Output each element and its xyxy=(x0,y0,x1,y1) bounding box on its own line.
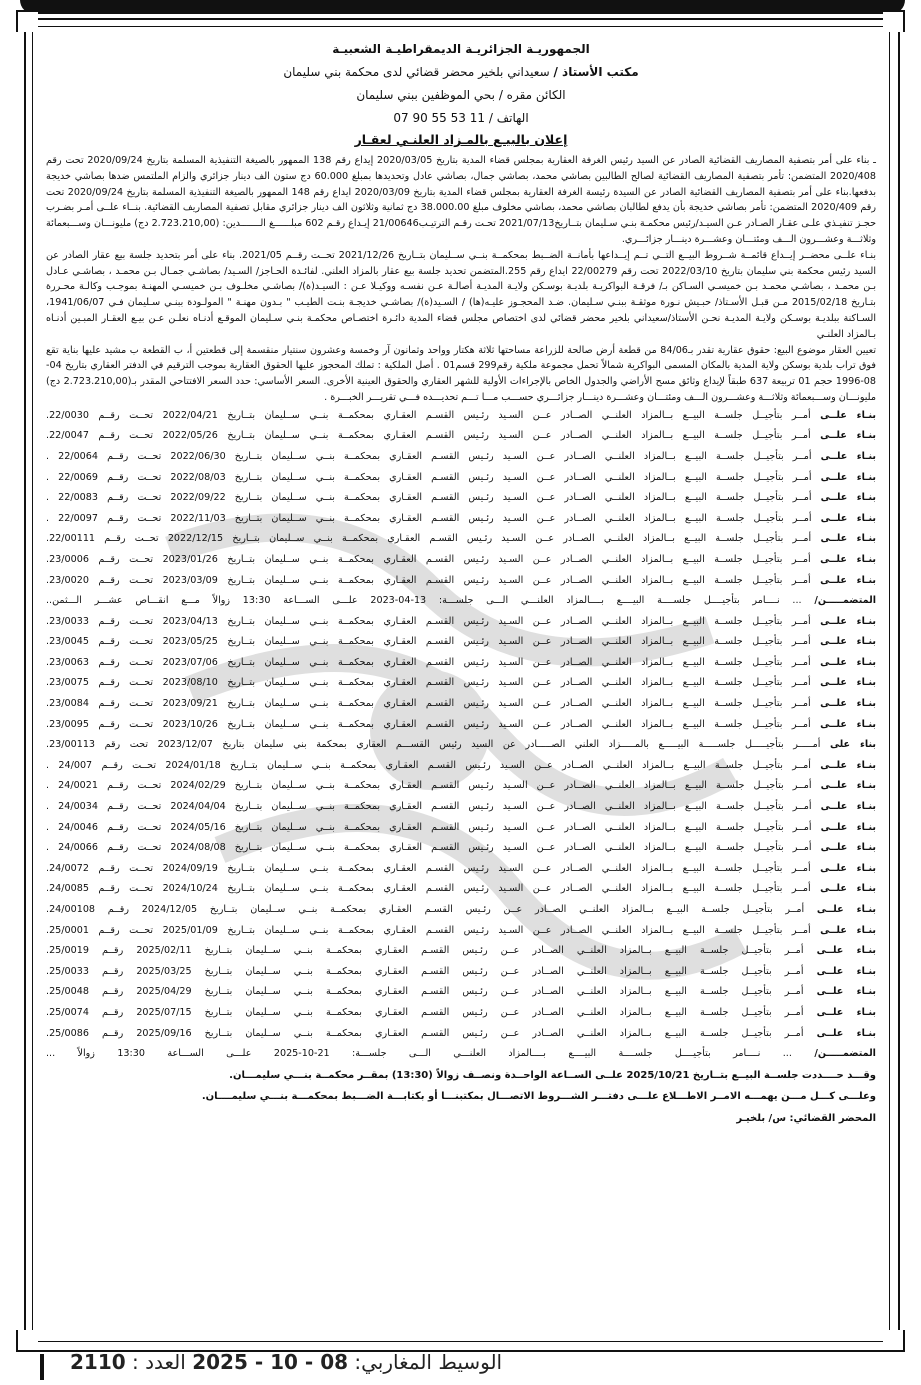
list-item-text: أمــر بتأجيــل جلســة البيــع بــالمزاد العلنــي الصــادر عــن السـيد رئـيس القسـم العقـاري بمحكمــة بنــي ســليمان بتــاريخ 2024/01/18 تحــت رقــم 24/007 . xyxy=(46,759,811,771)
list-item xyxy=(46,632,876,653)
list-item-lead: بنـاء علــى xyxy=(820,698,876,710)
list-item xyxy=(46,818,876,839)
list-item-text: أمــر بتأجيــل جلســة البيــع بــالمزاد العلنــي الصــادر عــن رئـيس القسـم العقـاري بمحكمــة بنــي ســليمان بتــاريخ 2025/02/11 رقــم 25/0019. xyxy=(46,945,804,957)
list-item-lead: بنـاء علــى xyxy=(820,636,876,648)
bailiff-signature: المحضر القضائي: س/ بلخيـر xyxy=(736,1112,876,1124)
list-item-lead: بنـاء علــى xyxy=(820,842,876,854)
list-item-lead: بنـاء علــى xyxy=(820,656,876,668)
list-item xyxy=(46,982,876,1003)
list-item-lead: بنـاء علــى xyxy=(820,471,876,483)
list-item-lead: بنـاء علــى xyxy=(820,862,876,874)
list-item-text: أمــر بتأجيــل جلســة البيــع بــالمزاد العلنــي الصــادر عــن السـيد رئـيس القسـم العقـاري بمحكمــة بنــي ســليمان بتــاريخ 2022/08/03 تحــت رقــم 22/0069 . xyxy=(46,471,812,483)
list-item-lead: بنـاء علــى xyxy=(816,1006,876,1018)
list-item-text: أمــر بتأجيــل جلســة البيــع بــالمزاد العلنــي الصــادر عــن رئـيس القسـم العقـاري بمحكمــة بنــي ســليمان بتــاريخ 2025/04/29 رقــم 25/0048. xyxy=(46,986,804,998)
list-item-lead: بنـاء علــى xyxy=(820,780,876,792)
list-item-lead: بنـاء علــى xyxy=(820,512,876,524)
list-item-text: ... نــــامر بتأجيــــل جلســــة البيــــع بــــالمزاد العلنـــي الـــى جلســـة: 13-04-2023 علـــى الســـاعة 13:30 زوالاً مـــع انقـــاص عشـــر الـــثمن.. xyxy=(46,595,802,607)
list-item xyxy=(46,735,876,756)
list-item-text: أمــر بتأجيــل جلســة البيــع بــالمزاد العلنــي الصــادر عــن السـيد رئـيس القسـم العقـاري بمحكمــة بنــي ســليمان بتــاريخ 2024/04/04 تحــت رقــم 24/0034 . xyxy=(46,801,812,813)
closing-contact: وعلـــى كـــل مـــن يهمـــه الامــر الاطـــلاع علـــى دفتـــر الشـــروط الاتصـــال بمكتبنـــا أو بكتابـــة الضـــبط بمحكمـــة بنـــي سليمــــان. xyxy=(201,1090,876,1102)
list-item xyxy=(46,941,876,962)
list-item-text: أمــر بتأجيــل جلســة البيــع بــالمزاد العلنــي الصــادر عــن رئـيس القسـم العقـاري بمحكمــة بنــي ســليمان بتــاريخ 2025/07/15 رقــم 25/0074. xyxy=(46,1006,804,1018)
list-item-lead: بنـاء علــى xyxy=(816,986,876,998)
list-item-text: أمــر بتأجيــل جلســة البيــع بــالمزاد العلنــي الصــادر عــن السـيد رئـيس القسـم العقـاري بمحكمــة بنــي ســليمان بتــاريخ 2023/08/10 تحــت رقــم 23/0075. xyxy=(46,677,811,689)
list-item-text: أمــر بتأجيــل جلســة البيــع بــالمزاد العلنــي الصــادر عــن السـيد رئـيس القسـم العقـاري بمحكمــة بنــي ســليمان بتــاريخ 2022/05/26 تحــت رقــم 22/0047. xyxy=(46,430,811,442)
list-item-lead: بنـاء علــى xyxy=(816,1027,876,1039)
list-item-lead: بنـاء علــى xyxy=(820,718,876,730)
list-item-lead: بناء على xyxy=(829,739,876,751)
list-item xyxy=(46,694,876,715)
country-name: الجمهوريـة الجزائريـة الديمقراطيـة الشعبيـة xyxy=(332,42,590,56)
list-item-lead: بنـاء علــى xyxy=(820,553,876,565)
closing-session-date: وقـــد حــــددت جلســة البيــع بتــاريخ 2025/10/21 علــى الســاعة الواحــدة ونصــف زوالاً (13:30) بمقــر محكمــة بنـــي سليمـــان. xyxy=(229,1069,876,1081)
list-item xyxy=(46,488,876,509)
office-address: الكائن مقره / بحي الموظفين ببني سليمان xyxy=(356,88,566,102)
list-item-text: أمــر بتأجيــل جلســة البيــع بــالمزاد العلنــي الصــادر عــن رئـيس القسـم العقـاري بمحكمــة بنــي ســليمان بتــاريخ 2025/09/16 رقــم 25/0086. xyxy=(46,1027,804,1039)
list-item-text: ... نــــامر بتأجيــــل جلســــة البيــــع بــــالمزاد العلنـــي الـــى جلســـة: 21-10-2025 علـــى الســـاعة 13:30 زوالاً ... xyxy=(46,1048,792,1060)
corner-ornament-top-right xyxy=(883,10,905,32)
list-item-text: أمــر بتأجيــل جلســة البيــع بــالمزاد العلنــي الصــادر عــن السـيد رئـيس القسـم العقـاري بمحكمــة بنــي ســليمان بتــاريخ 2024/05/16 تحــت رقــم 24/0046 . xyxy=(46,821,812,833)
list-item-text: أمــر بتأجيــل جلســة البيــع بــالمزاد العلنــي الصــادر عــن السـيد رئـيس القسـم العقـاري بمحكمــة بنــي ســليمان بتــاريخ 2023/01/26 تحــت رقــم 23/0006. xyxy=(46,553,811,565)
list-item xyxy=(46,591,876,612)
list-item-lead: بنـاء علــى xyxy=(820,759,876,771)
footer-date: 08 - 10 - 2025 xyxy=(192,1350,349,1374)
list-item xyxy=(46,1044,876,1065)
list-item xyxy=(46,838,876,859)
list-item xyxy=(46,653,876,674)
list-item-text: أمــر بتأجيــل جلســة البيــع بــالمزاد العلنــي الصــادر عــن السـيد رئـيس القسـم العقـاري بمحكمــة بنــي ســليمان بتــاريخ 2025/01/09 تحــت رقــم 25/0001. xyxy=(46,924,811,936)
list-item-text: أمــر بتأجيــل جلســة البيــع بــالمزاد العلنــي الصــادر عــن السـيد رئـيس القسـم العقـاري بمحكمــة بنــي ســليمان بتــاريخ 2024/10/24 تحــت رقــم 24/0085. xyxy=(46,883,811,895)
list-item xyxy=(46,571,876,592)
intro-paragraph-1: ـ بناء على أمر بتصفية المصاريف القضائية الصادر عن السيد رئيس الغرفة العقارية بمجلس قضاء المدية بتاريخ 2020/03/05 إيداع رقم 138 الممهور بالصيغة التنفيذية المسلمة بتاريخ 2020/09/24 تحت رقم 2020/408 المتضمن: تأمر بتصفية المصاريف القضائية لصالح الطالبين بصاشي محمد، بصاشي جمال، بصاشي عادل وتحديدها بمبلغ 60.000 دج ستون الف دينار جزائري والزام الملتمس ضدها بصاشي خديجة بدفعها.بناء على أمر بتصفية المصاريف القضائية الصادر عن السيدة رئيسة الغرفة العقارية بمجلس قضاء المدية بتاريخ 2020/03/09 ايداع رقم 148 الممهور بالصيغة التنفيذية المسلمة بتاريخ 2020/09/24 تحت رقم 2020/409 المتضمن: تأمر بصاشي خديجة بأن يدفع لطالبان بصاشي محمد، بصاشي مخلوف مبلغ 38.000.00 دج ثمانية وثلاثون الف دينار جزائري مقابل تصفية المصاريف القضائية. بنــاء علــى أمـر بضـرب حجـز تنفيـذي علـى عقـار الصـادر عـن السيـد/رئيس محكمـة بنـي سـليمان بتــاريخ2021/07/13 تحـت رقـم الترتيـب21/00646 إيـداع رقـم 602 مبلــــــغ الـــــــدين: (2.723.210,00 دج) مليونـــان وســـبعمائة وثلاثـــة وعشـــرون الـــف ومئتـــان وعشـــرة دينـــار جزائـــري. xyxy=(46,155,876,245)
list-item xyxy=(46,468,876,489)
list-item-lead: بنـاء علــى xyxy=(816,945,876,957)
list-item-text: أمــر بتأجيــل جلســة البيــع بــالمزاد العلنــي الصــادر عــن السـيد رئـيس القسـم العقـاري بمحكمــة بنــي ســليمان بتــاريخ 2023/07/06 تحــت رقــم 23/0063. xyxy=(46,656,811,668)
footer-newspaper: الوسيط المغاربي: xyxy=(354,1350,503,1374)
list-item-lead: بنـاء علــى xyxy=(820,883,876,895)
list-item-text: أمــر بتأجيــل جلســة البيــع بــالمزاد العلنــي الصــادر عــن السـيد رئـيس القسـم العقـاري بمحكمــة بنــي ســليمان بتــاريخ 2023/03/09 تحــت رقــم 23/0020. xyxy=(46,574,811,586)
list-item xyxy=(46,715,876,736)
list-item-text: أمــر بتأجيــل جلســة البيــع بــالمزاد العلنــي الصــادر عــن السـيد رئـيس القسـم العقـاري بمحكمــة بنــي ســليمان بتــاريخ 2022/04/21 تحــت رقــم 22/0030. xyxy=(46,409,811,421)
list-item-lead: بنـاء علــى xyxy=(820,615,876,627)
list-item-text: أمــر بتأجيــل جلســة البيــع بــالمزاد العلنــي الصــادر عــن السـيد رئـيس القسـم العقـاري بمحكمــة بنــي ســليمان بتــاريخ 2022/09/22 تحــت رقــم 22/0083 . xyxy=(46,492,812,504)
list-item xyxy=(46,509,876,530)
list-item-text: أمــر بتأجيــل جلســة البيــع بــالمزاد العلنــي الصــادر عــن رئـيس القسـم العقـاري بمحكمــة بنــي ســليمان بتــاريخ 2024/12/05 رقــم 24/00108. xyxy=(46,904,805,915)
list-item-lead: بنـاء علــى xyxy=(820,533,876,545)
footer-issue-number: 2110 xyxy=(70,1350,126,1374)
postponement-list xyxy=(46,406,876,1065)
announcement-title: إعلان بالبيـع بالمـزاد العلنـي لعقـار xyxy=(354,132,568,147)
list-item xyxy=(46,921,876,942)
list-item-lead: بنـاء علــى xyxy=(820,801,876,813)
list-item-text: أمــر بتأجيــل جلســة البيــع بــالمزاد العلنــي الصــادر عــن السـيد رئـيس القسـم العقـاري بمحكمــة بنــي ســليمان بتــاريخ 2022/12/15 تحــت رقــم 22/00111. xyxy=(46,533,812,545)
list-item-lead: بنـاء علــى xyxy=(820,677,876,689)
office-line xyxy=(46,63,876,82)
list-item xyxy=(46,879,876,900)
list-item-text: أمــر بتأجيــل جلســة البيــع بــالمزاد العلنــي الصــادر عــن رئـيس القسـم العقـاري بمحكمــة بنــي ســليمان بتــاريخ 2025/03/25 رقــم 25/0033. xyxy=(46,965,804,977)
list-item-lead: المتضمـــــن/ xyxy=(814,1048,876,1060)
office-phone: الهاتف / 11 53 55 90 07 xyxy=(393,111,529,125)
list-item-text: أمــر بتأجيــل جلســة البيــع بــالمزاد العلنــي الصــادر عــن السـيد رئـيس القسـم العقـاري بمحكمــة بنــي ســليمان بتــاريخ 2024/02/29 تحــت رقــم 24/0021 . xyxy=(46,780,812,792)
top-border-bar xyxy=(20,0,905,14)
list-item xyxy=(46,900,876,921)
list-item-text: أمـــــر بتأجيـــــل جلســـــة البيـــــع بالمـــــزاد العلني الصـــــادر عن السيد رئيس القســـم العقاري بمحكمة بني سليمان بتاريخ 2023/12/07 تحت رقم 23/00113. xyxy=(46,739,821,751)
list-item-lead: بنـاء علــى xyxy=(816,904,876,915)
announcement-body xyxy=(46,40,876,1330)
list-item xyxy=(46,859,876,880)
list-item-lead: المتضمـــــن/ xyxy=(814,595,876,607)
list-item xyxy=(46,447,876,468)
page-footer xyxy=(0,1350,921,1385)
office-name: سعيداني بلخير محضر قضائي لدى محكمة بني سليمان xyxy=(283,65,550,79)
list-item-text: أمــر بتأجيــل جلســة البيــع بــالمزاد العلنــي الصــادر عــن السـيد رئـيس القسـم العقـاري بمحكمــة بنــي ســليمان بتــاريخ 2022/06/30 تحــت رقــم 22/0064 . xyxy=(46,450,812,462)
list-item xyxy=(46,406,876,427)
list-item-lead: بنـاء علــى xyxy=(820,430,876,442)
corner-ornament-top-left xyxy=(16,10,38,32)
list-item xyxy=(46,962,876,983)
list-item-text: أمــر بتأجيــل جلســة البيــع بــالمزاد العلنــي الصــادر عــن السـيد رئـيس القسـم العقـاري بمحكمــة بنــي ســليمان بتــاريخ 2023/10/26 تحــت رقــم 23/0095. xyxy=(46,718,811,730)
list-item-text: أمــر بتأجيــل جلســة البيــع بــالمزاد العلنــي الصــادر عــن السـيد رئـيس القسـم العقـاري بمحكمــة بنــي ســليمان بتــاريخ 2023/05/25 تحــت رقــم 23/0045. xyxy=(46,636,811,648)
list-item xyxy=(46,426,876,447)
footer-bar xyxy=(40,1354,44,1380)
list-item xyxy=(46,1003,876,1024)
intro-paragraph-2: بنـاء علــى محضــر إيــداع قائمــة شــروط البيــع التــي تــم إيــداعها بأمانــة الضــبط بمحكمــة بنــي ســليمان بتــاريخ 2021/12/26 تحــت رقــم 2021/05. بناء على أمر بتحديد جلسة بيع عقار الصادر عن السيد رئيس محكمة بني سليمان بتاريخ 2022/03/10 تحت رقم 22/00279 ايداع رقم 255.المتضمن تحديد جلسة بيع عقار بالمزاد العلني. لفائـدة الحـاجز/ السـيد/ بصاشـي جمـال بـن محمـد ، بصاشـي عـادل بـن محمـد ، بصاشـي محمـد بـن خميسـي السـاكن بـ/ فرقـة البواكريـة بلديـة بوسـكن ولايـة المديـة أصالـة عـن نفسـه ووكيـلا عـن : السيـد(ة)/ بصاشـي مخلـوف بـن خميسـي المهنـة بموجـب وكالـة محـررة بتـاريخ 2015/02/18 مـن قبـل الأسـتاذ/ حبـيش نـورة موثقـة ببنـي سـليمان. ضـد المحجـوز عليـه(ها) / السـيد(ة)/ بصاشـي خديجـة بنـت الطيـب " بـدون مهنـة " المولـودة ببنـي سـليمان فـي 1941/06/07، السـاكنة ببلديـة بوسـكن ولايـة المديـة نحـن الأستاذ/سعيداني بلخير محضر قضائي لدى اختصاص مجلس قضاء المدية دائـرة اختصـاص محكمـة بنـي سـليمان الموقـع أدنـاه نعلـن عـن بيـع العقـار المبـين أدنـاه بـالمزاد العلنـي xyxy=(46,249,876,340)
list-item xyxy=(46,776,876,797)
list-item-text: أمــر بتأجيــل جلســة البيــع بــالمزاد العلنــي الصــادر عــن السـيد رئـيس القسـم العقـاري بمحكمــة بنــي ســليمان بتــاريخ 2023/09/21 تحــت رقــم 23/0084. xyxy=(46,698,811,710)
list-item xyxy=(46,529,876,550)
list-item-lead: بنـاء علــى xyxy=(820,821,876,833)
footer-issue-label: العدد : xyxy=(132,1350,186,1374)
list-item xyxy=(46,756,876,777)
list-item-lead: بنـاء علــى xyxy=(816,965,876,977)
list-item-lead: بنـاء علــى xyxy=(820,574,876,586)
list-item xyxy=(46,797,876,818)
list-item-text: أمــر بتأجيــل جلســة البيــع بــالمزاد العلنــي الصــادر عــن السـيد رئـيس القسـم العقـاري بمحكمــة بنــي ســليمان بتــاريخ 2022/11/03 تحــت رقــم 22/0097 . xyxy=(46,512,812,524)
list-item xyxy=(46,1024,876,1045)
list-item-lead: بنـاء علــى xyxy=(820,492,876,504)
office-label: مكتب الأستاذ / xyxy=(553,65,639,79)
footer-publication xyxy=(70,1350,502,1374)
corner-ornament-bottom-left xyxy=(16,1330,38,1352)
list-item-text: أمــر بتأجيــل جلســة البيــع بــالمزاد العلنــي الصــادر عــن السـيد رئـيس القسـم العقـاري بمحكمــة بنــي ســليمان بتــاريخ 2024/09/19 تحــت رقــم 24/0072. xyxy=(46,862,811,874)
list-item-lead: بنـاء علــى xyxy=(820,409,876,421)
list-item xyxy=(46,612,876,633)
list-item-lead: بنـاء علــى xyxy=(820,924,876,936)
list-item-text: أمــر بتأجيــل جلســة البيــع بــالمزاد العلنــي الصــادر عــن السـيد رئـيس القسـم العقـاري بمحكمــة بنــي ســليمان بتــاريخ 2024/08/08 تحــت رقــم 24/0066 . xyxy=(46,842,812,854)
corner-ornament-bottom-right xyxy=(883,1330,905,1352)
list-item xyxy=(46,673,876,694)
list-item xyxy=(46,550,876,571)
list-item-text: أمــر بتأجيــل جلســة البيــع بــالمزاد العلنــي الصــادر عــن السـيد رئـيس القسـم العقـاري بمحكمــة بنــي ســليمان بتــاريخ 2023/04/13 تحــت رقــم 23/0033. xyxy=(46,615,811,627)
list-item-lead: بنـاء علــى xyxy=(820,450,876,462)
property-paragraph: تعيين العقار موضوع البيع: حقوق عقارية تقدر بـ84/06 من قطعة أرض صالحة للزراعة مساحتها ثلاثة هكتار وواحد وثمانون آر وخمسة وعشرون سنتيار منقسمة إلى قطعتين أ، ب القطعة ب مشيد عليها بناية تقع فوق تراب بلدية بوسكن ولاية المدية بالمكان المسمى البواكرية شمالاً تحمل مجموعة ملكية رقم299 قسم01 . أصل الملكية : تملك المحجوز عليها الحقوق العقارية بموجب الترقيم في الدفتر العقاري بتاريخ 04-08-1996 حجم 01 تربيعة 637 طبقاً لإيداع وثائق مسح الأراضي والجدول الخاص بالإجراءات الأولية للشهر العقاري والحقوق العينية الأخرى. السعر الأساسي: حدد السعر الافتتاحي المقدر بـ(2.723.210,00 دج) مليونـــان وســـبعمائة وثلاثـــة وعشـــرون الـــف ومئتـــان وعشـــرة دينـــار جزائـــري حســـب مـــا تـــم تحديـــده فـــي تقريـــر الخبـــرة . xyxy=(46,344,877,403)
